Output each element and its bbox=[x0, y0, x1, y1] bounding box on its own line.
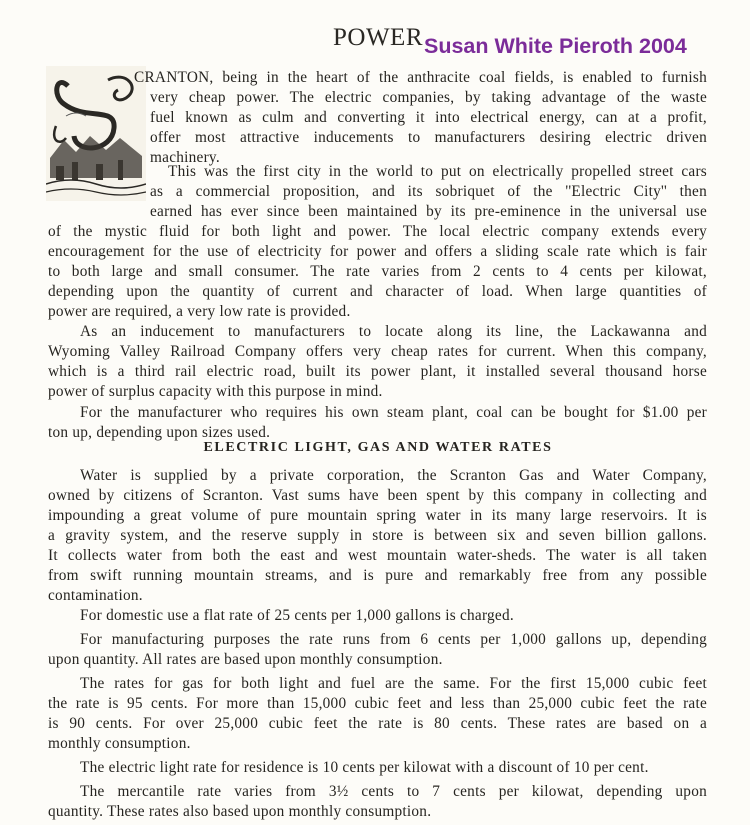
text-line: This was the first city in the world to put on electrically propelled street cars bbox=[168, 163, 707, 180]
text-line: Wyoming Valley Railroad Company offers very cheap rates for current. When this company, bbox=[48, 343, 707, 360]
text-line: machinery. bbox=[150, 149, 220, 166]
text-line: impounding a great volume of pure mountain spring water in its many large reservoirs. It is bbox=[48, 507, 707, 524]
text-line: fuel known as culm and converting it into electrical energy, can at a profit, bbox=[150, 109, 707, 126]
text-line: ton up, depending upon sizes used. bbox=[48, 424, 271, 441]
text-line: which is a third rail electric road, built its power plant, it installed several thousand horse bbox=[48, 363, 707, 380]
text-line: The mercantile rate varies from 3½ cents to 7 cents per kilowat, depending upon bbox=[80, 783, 707, 800]
text-line: encouragement for the use of electricity for power and offers a sliding scale rate which is fair bbox=[48, 243, 707, 260]
decorative-initial-s bbox=[46, 66, 146, 201]
page-header bbox=[0, 22, 750, 62]
text-line: CRANTON, being in the heart of the anthracite coal fields, is enabled to furnish bbox=[134, 69, 707, 86]
text-line: earned has ever since been maintained by its pre-eminence in the universal use bbox=[150, 203, 707, 220]
text-line: power of surplus capacity with this purpose in mind. bbox=[48, 383, 383, 400]
text-line: to both large and small consumer. The rate varies from 2 cents to 4 cents per kilowat, bbox=[48, 263, 707, 280]
text-line: depending upon the quantity of current and character of load. When large quantities of bbox=[48, 283, 707, 300]
text-line: The rates for gas for both light and fuel are the same. For the first 15,000 cubic feet bbox=[80, 675, 707, 692]
text-line: It collects water from both the east and west mountain water-sheds. The water is all taken bbox=[48, 547, 707, 564]
section-heading: ELECTRIC LIGHT, GAS AND WATER RATES bbox=[203, 440, 553, 455]
text-line: of the mystic fluid for both light and power. The local electric company extends every bbox=[48, 223, 707, 240]
illustrated-initial-icon bbox=[46, 66, 146, 201]
text-line: contamination. bbox=[48, 587, 143, 604]
text-line: a gravity system, and the reserve supply in store is between six and seven billion gallons. bbox=[48, 527, 707, 544]
text-line: power are required, a very low rate is provided. bbox=[48, 303, 351, 320]
text-line: For the manufacturer who requires his own steam plant, coal can be bought for $1.00 per bbox=[80, 404, 707, 421]
text-line: offer most attractive inducements to manufacturers desiring electric driven bbox=[150, 129, 707, 146]
text-line: For domestic use a flat rate of 25 cents per 1,000 gallons is charged. bbox=[80, 607, 514, 624]
text-line: as a commercial proposition, and its sobriquet of the ''Electric City'' then bbox=[150, 183, 707, 200]
author-watermark: Susan White Pieroth 2004 bbox=[424, 34, 687, 58]
text-line: is 90 cents. For over 25,000 cubic feet the rate is 80 cents. These rates are based on a bbox=[48, 715, 707, 732]
text-line: very cheap power. The electric companies, by taking advantage of the waste bbox=[150, 89, 707, 106]
text-line: For manufacturing purposes the rate runs from 6 cents per 1,000 gallons up, depending bbox=[80, 631, 707, 648]
text-line: owned by citizens of Scranton. Vast sums have been spent by this company in collecting and bbox=[48, 487, 707, 504]
text-line: quantity. These rates also based upon monthly consumption. bbox=[48, 803, 432, 820]
page-title: POWER bbox=[333, 24, 423, 51]
text-line: monthly consumption. bbox=[48, 735, 191, 752]
text-line: upon quantity. All rates are based upon monthly consumption. bbox=[48, 651, 443, 668]
text-line: from swift running mountain streams, and is pure and remarkably free from any possible bbox=[48, 567, 707, 584]
text-line: The electric light rate for residence is 10 cents per kilowat with a discount of 10 per cent. bbox=[80, 759, 649, 776]
text-line: the rate is 95 cents. For more than 15,000 cubic feet and less than 25,000 cubic feet the rate bbox=[48, 695, 707, 712]
text-line: As an inducement to manufacturers to locate along its line, the Lackawanna and bbox=[80, 323, 707, 340]
text-line: Water is supplied by a private corporation, the Scranton Gas and Water Company, bbox=[80, 467, 707, 484]
